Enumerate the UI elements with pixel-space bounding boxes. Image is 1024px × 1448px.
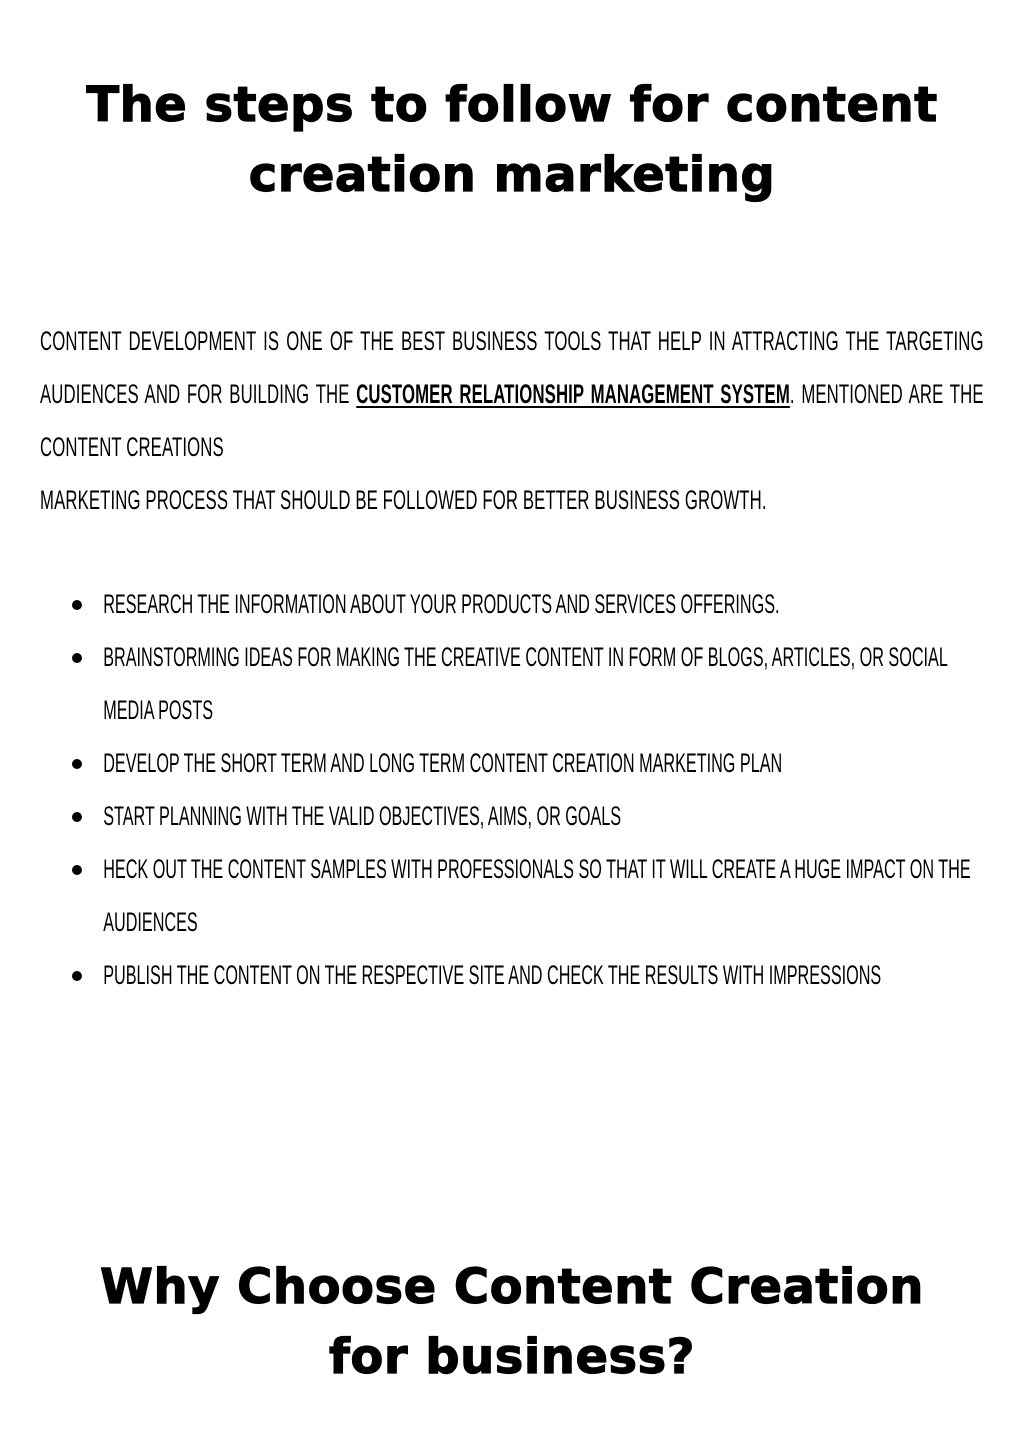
list-item: [72, 790, 981, 843]
list-item-text: HECK OUT THE CONTENT SAMPLES WITH PROFESSIONALS SO THAT IT WILL CREATE A HUGE IMPACT ON THE AUDIENCES: [103, 854, 971, 937]
steps-list: [72, 578, 981, 1002]
bullet-icon: [72, 759, 82, 769]
list-item-text: START PLANNING WITH THE VALID OBJECTIVES, AIMS, OR GOALS: [103, 801, 622, 831]
intro-text-after-link: . MENTIONED ARE THE CONTENT CREATIONS: [40, 379, 984, 462]
bullet-icon: [72, 812, 82, 822]
list-item: [72, 843, 981, 949]
bullet-icon: [72, 600, 82, 610]
page-title-line-1: The steps to follow for content: [86, 77, 938, 133]
bullet-icon: [72, 653, 82, 663]
bullet-icon: [72, 865, 82, 875]
list-item-text: BRAINSTORMING IDEAS FOR MAKING THE CREATIVE CONTENT IN FORM OF BLOGS, ARTICLES, OR SOCIAL MEDIA POSTS: [103, 642, 948, 725]
list-item-text: RESEARCH THE INFORMATION ABOUT YOUR PRODUCTS AND SERVICES OFFERINGS.: [103, 589, 780, 619]
list-item-text: PUBLISH THE CONTENT ON THE RESPECTIVE SITE AND CHECK THE RESULTS WITH IMPRESSIONS: [103, 960, 882, 990]
intro-text-before-link: CONTENT DEVELOPMENT IS ONE OF THE BEST BUSINESS TOOLS THAT HELP IN ATTRACTING THE TARGETING AUDIENCES AND FOR BUILDING THE: [40, 326, 984, 409]
page-title: [40, 70, 984, 210]
page-title-line-2: creation marketing: [248, 147, 776, 203]
section-heading-line-1: Why Choose Content Creation: [100, 1259, 924, 1315]
list-item: [72, 578, 981, 631]
section-heading: [40, 1252, 984, 1392]
crm-system-link[interactable]: CUSTOMER RELATIONSHIP MANAGEMENT SYSTEM: [356, 379, 790, 409]
section-heading-line-2: for business?: [328, 1329, 695, 1385]
list-item: [72, 631, 981, 737]
list-item: [72, 737, 981, 790]
list-item-text: DEVELOP THE SHORT TERM AND LONG TERM CONTENT CREATION MARKETING PLAN: [103, 748, 783, 778]
intro-last-line: MARKETING PROCESS THAT SHOULD BE FOLLOWED FOR BETTER BUSINESS GROWTH.: [40, 485, 767, 515]
list-item: [72, 949, 981, 1002]
intro-paragraph: [40, 315, 984, 527]
bullet-icon: [72, 971, 82, 981]
